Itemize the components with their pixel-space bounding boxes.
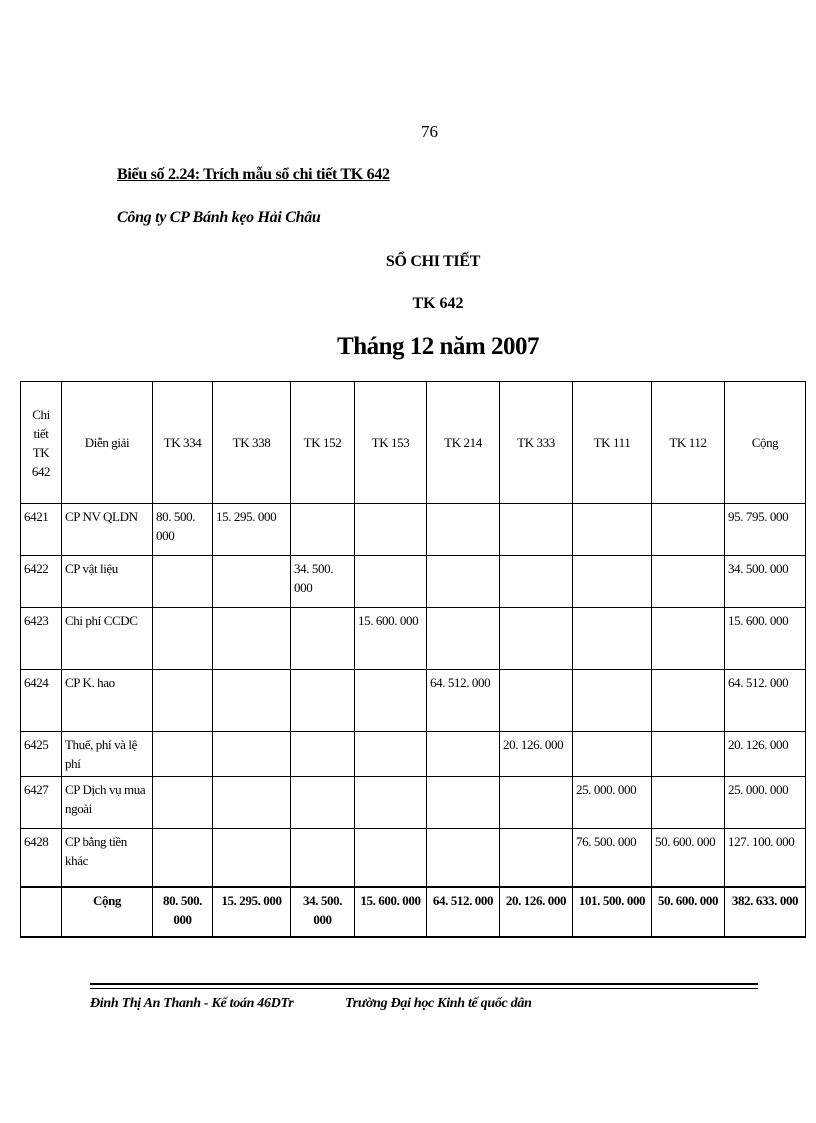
amount-cell [500, 777, 573, 829]
account-code-cell: 6423 [21, 608, 62, 670]
table-row [21, 608, 806, 670]
grand-total: 382. 633. 000 [725, 887, 806, 937]
description-cell: Thuế, phí và lệ phí [62, 732, 153, 777]
amount-cell: 25. 000. 000 [573, 777, 652, 829]
account-code-cell: 6425 [21, 732, 62, 777]
amount-cell: 127. 100. 000 [725, 829, 806, 887]
period-title: Tháng 12 năm 2007 [337, 333, 539, 360]
total-cell: 50. 600. 000 [652, 887, 725, 937]
amount-cell [291, 670, 355, 732]
description-cell: Chi phí CCDC [62, 608, 153, 670]
header-cell: TK 333 [500, 382, 573, 504]
amount-cell [291, 608, 355, 670]
account-code-cell: 6424 [21, 670, 62, 732]
amount-cell: 34. 500. 000 [725, 556, 806, 608]
table-row [21, 732, 806, 777]
amount-cell [213, 556, 291, 608]
amount-cell: 25. 000. 000 [725, 777, 806, 829]
amount-cell [213, 777, 291, 829]
footer-rule [90, 988, 758, 989]
description-cell: CP NV QLDN [62, 504, 153, 556]
amount-cell [291, 732, 355, 777]
ledger-table [20, 381, 806, 938]
amount-cell [213, 732, 291, 777]
amount-cell [355, 777, 427, 829]
total-cell: 20. 126. 000 [500, 887, 573, 937]
amount-cell [500, 504, 573, 556]
total-cell: 15. 295. 000 [213, 887, 291, 937]
amount-cell [427, 777, 500, 829]
header-cell: TK 334 [153, 382, 213, 504]
amount-cell [427, 504, 500, 556]
description-cell: CP Dịch vụ mua ngoài [62, 777, 153, 829]
amount-cell [500, 556, 573, 608]
amount-cell [355, 670, 427, 732]
total-cell [21, 887, 62, 937]
amount-cell: 20. 126. 000 [500, 732, 573, 777]
total-label: Cộng [62, 887, 153, 937]
account-code-cell: 6428 [21, 829, 62, 887]
header-cell: TK 112 [652, 382, 725, 504]
page-number: 76 [421, 122, 438, 141]
table-row [21, 777, 806, 829]
ledger-title: SỔ CHI TIẾT [385, 253, 481, 270]
amount-cell [573, 608, 652, 670]
header-cell: Chi tiết TK 642 [21, 382, 62, 504]
amount-cell [153, 670, 213, 732]
amount-cell [427, 732, 500, 777]
amount-cell [500, 608, 573, 670]
header-cell: Cộng [725, 382, 806, 504]
amount-cell: 80. 500. 000 [153, 504, 213, 556]
amount-cell [153, 608, 213, 670]
amount-cell: 64. 512. 000 [427, 670, 500, 732]
total-row [21, 887, 806, 937]
amount-cell [291, 504, 355, 556]
header-cell: TK 214 [427, 382, 500, 504]
total-cell: 80. 500. 000 [153, 887, 213, 937]
table-row [21, 670, 806, 732]
amount-cell [213, 608, 291, 670]
amount-cell [652, 608, 725, 670]
amount-cell: 95. 795. 000 [725, 504, 806, 556]
amount-cell [153, 777, 213, 829]
description-cell: CP bằng tiền khác [62, 829, 153, 887]
total-cell: 64. 512. 000 [427, 887, 500, 937]
amount-cell [652, 732, 725, 777]
table-row [21, 504, 806, 556]
amount-cell: 15. 295. 000 [213, 504, 291, 556]
amount-cell [573, 732, 652, 777]
ledger-body [21, 504, 806, 887]
amount-cell [153, 556, 213, 608]
amount-cell: 76. 500. 000 [573, 829, 652, 887]
amount-cell [573, 670, 652, 732]
amount-cell [355, 732, 427, 777]
amount-cell [652, 670, 725, 732]
amount-cell [427, 608, 500, 670]
footer-school: Trường Đại học Kinh tế quốc dân [345, 996, 532, 1011]
amount-cell: 64. 512. 000 [725, 670, 806, 732]
table-row [21, 829, 806, 887]
amount-cell: 15. 600. 000 [355, 608, 427, 670]
header-cell: TK 111 [573, 382, 652, 504]
footer-author: Đinh Thị An Thanh - Kế toán 46DTr [90, 996, 294, 1011]
account-code-cell: 6427 [21, 777, 62, 829]
header-cell: Diễn giải [62, 382, 153, 504]
header-cell: TK 338 [213, 382, 291, 504]
amount-cell [652, 777, 725, 829]
amount-cell: 20. 126. 000 [725, 732, 806, 777]
account-code-cell: 6422 [21, 556, 62, 608]
amount-cell [355, 829, 427, 887]
total-cell: 101. 500. 000 [573, 887, 652, 937]
amount-cell [500, 829, 573, 887]
account-title: TK 642 [412, 295, 464, 312]
amount-cell: 50. 600. 000 [652, 829, 725, 887]
header-cell: TK 153 [355, 382, 427, 504]
amount-cell [573, 504, 652, 556]
company-name: Công ty CP Bánh kẹo Hải Châu [117, 209, 321, 226]
amount-cell [153, 732, 213, 777]
amount-cell [213, 670, 291, 732]
amount-cell [500, 670, 573, 732]
header-cell: TK 152 [291, 382, 355, 504]
header-row [21, 382, 806, 504]
footer-rule [90, 983, 758, 985]
total-cell: 34. 500. 000 [291, 887, 355, 937]
amount-cell [213, 829, 291, 887]
description-cell: CP K. hao [62, 670, 153, 732]
amount-cell [427, 829, 500, 887]
figure-caption: Biểu số 2.24: Trích mẫu sổ chi tiết TK 642 [117, 166, 390, 183]
amount-cell [573, 556, 652, 608]
amount-cell: 34. 500. 000 [291, 556, 355, 608]
amount-cell: 15. 600. 000 [725, 608, 806, 670]
amount-cell [427, 556, 500, 608]
amount-cell [355, 556, 427, 608]
amount-cell [291, 777, 355, 829]
amount-cell [355, 504, 427, 556]
description-cell: CP vật liệu [62, 556, 153, 608]
amount-cell [153, 829, 213, 887]
amount-cell [652, 556, 725, 608]
amount-cell [652, 504, 725, 556]
total-cell: 15. 600. 000 [355, 887, 427, 937]
account-code-cell: 6421 [21, 504, 62, 556]
table-row [21, 556, 806, 608]
amount-cell [291, 829, 355, 887]
